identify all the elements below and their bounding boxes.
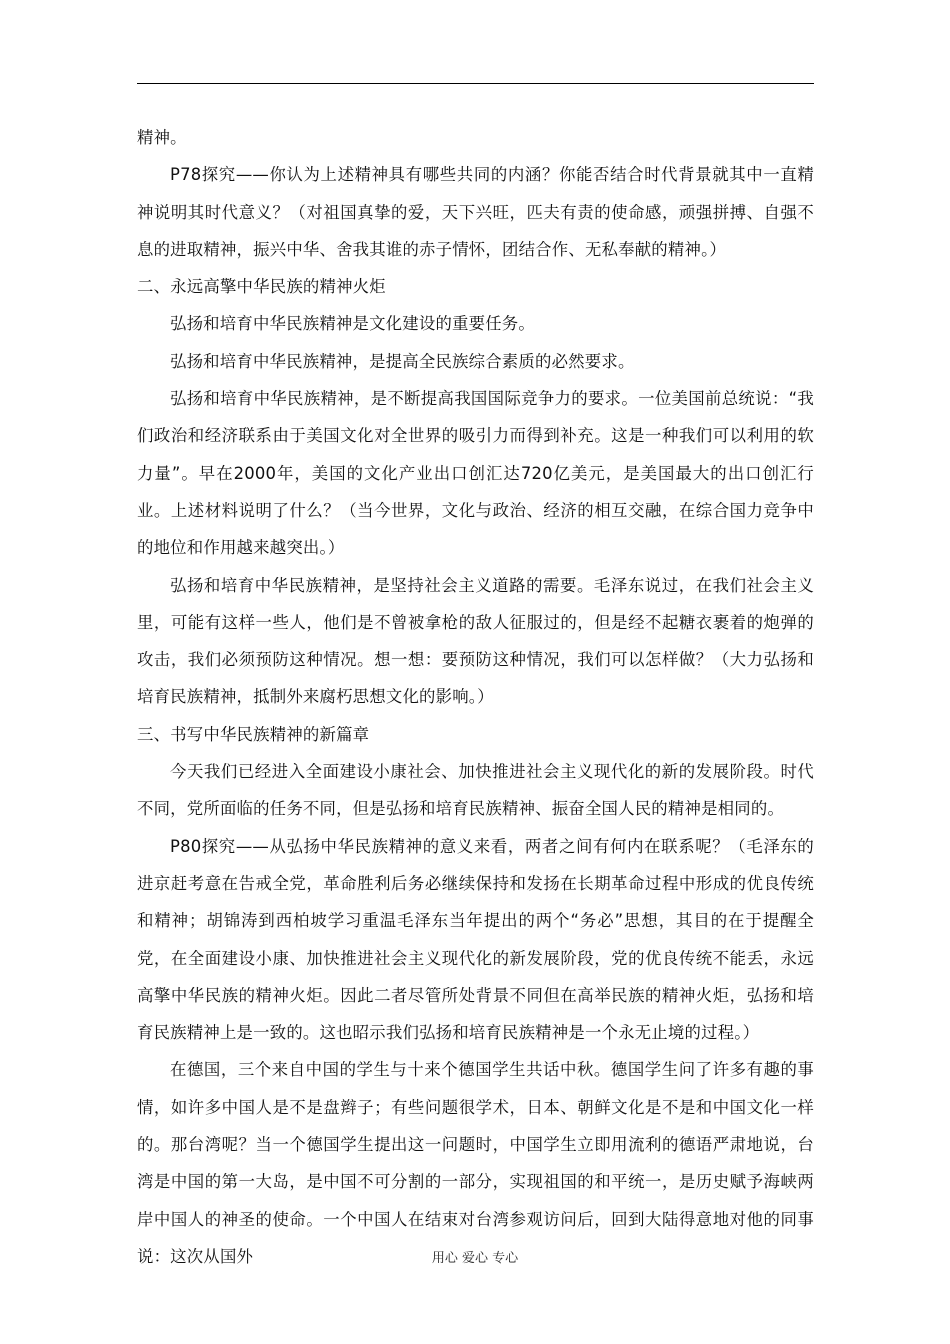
paragraph: 在德国，三个来自中国的学生与十来个德国学生共话中秋。德国学生问了许多有趣的事情，如许多中国人是不是盘辫子；有些问题很学术，日本、朝鲜文化是不是和中国文化一样的。那台湾呢？当一个德国学生提出这一问题时，中国学生立即用流利的德语严肃地说，台湾是中国的第一大岛，是中国不可分割的一部分，实现祖国的和平统一，是历史赋予海峡两岸中国人的神圣的使命。一个中国人在结束对台湾参观访问后，回到大陆得意地对他的同事说：这次从国外 — [137, 1060, 814, 1266]
paragraph: 弘扬和培育中华民族精神是文化建设的重要任务。 — [170, 314, 535, 334]
header-rule — [137, 83, 814, 84]
page-footer: 用心 爱心 专心 — [431, 1251, 519, 1266]
paragraph: P78探究——你认为上述精神具有哪些共同的内涵？你能否结合时代背景就其中一直精神说明其时代意义？（对祖国真挚的爱，天下兴旺，匹夫有责的使命感，顽强拼搏、自强不息的进取精神，振兴中华、舍我其谁的赤子情怀，团结合作、无私奉献的精神。） — [137, 165, 814, 259]
paragraph: 弘扬和培育中华民族精神，是提高全民族综合素质的必然要求。 — [170, 351, 635, 371]
section-heading: 二、永远高擎中华民族的精神火炬 — [137, 277, 386, 297]
paragraph: 今天我们已经进入全面建设小康社会、加快推进社会主义现代化的新的发展阶段。时代不同，党所面临的任务不同，但是弘扬和培育民族精神、振奋全国人民的精神是相同的。 — [137, 762, 814, 819]
paragraph: P80探究——从弘扬中华民族精神的意义来看，两者之间有何内在联系呢？（毛泽东的进京赶考意在告戒全党，革命胜利后务必继续保持和发扬在长期革命过程中形成的优良传统和精神；胡锦涛到西柏坡学习重温毛泽东当年提出的两个“务必”思想，其目的在于提醒全党，在全面建设小康、加快推进社会主义现代化的新发展阶段，党的优良传统不能丢，永远高擎中华民族的精神火炬。因此二者尽管所处背景不同但在高举民族的精神火炬，弘扬和培育民族精神上是一致的。这也昭示我们弘扬和培育民族精神是一个永无止境的过程。） — [137, 836, 814, 1043]
paragraph: 精神。 — [137, 128, 187, 147]
section-heading: 三、书写中华民族精神的新篇章 — [137, 724, 370, 744]
document-body — [137, 119, 814, 1275]
paragraph: 弘扬和培育中华民族精神，是不断提高我国国际竞争力的要求。一位美国前总统说：“我们政治和经济联系由于美国文化对全世界的吸引力而得到补充。这是一种我们可以利用的软力量”。早在2000年，美国的文化产业出口创汇达720亿美元，是美国最大的出口创汇行业。上述材料说明了什么？（当今世界，文化与政治、经济的相互交融，在综合国力竞争中的地位和作用越来越突出。） — [137, 389, 814, 558]
paragraph: 弘扬和培育中华民族精神，是坚持社会主义道路的需要。毛泽东说过，在我们社会主义里，可能有这样一些人，他们是不曾被拿枪的敌人征服过的，但是经不起糖衣裹着的炮弹的攻击，我们必须预防这种情况。想一想：要预防这种情况，我们可以怎样做？（大力弘扬和培育民族精神，抵制外来腐朽思想文化的影响。） — [137, 575, 814, 707]
